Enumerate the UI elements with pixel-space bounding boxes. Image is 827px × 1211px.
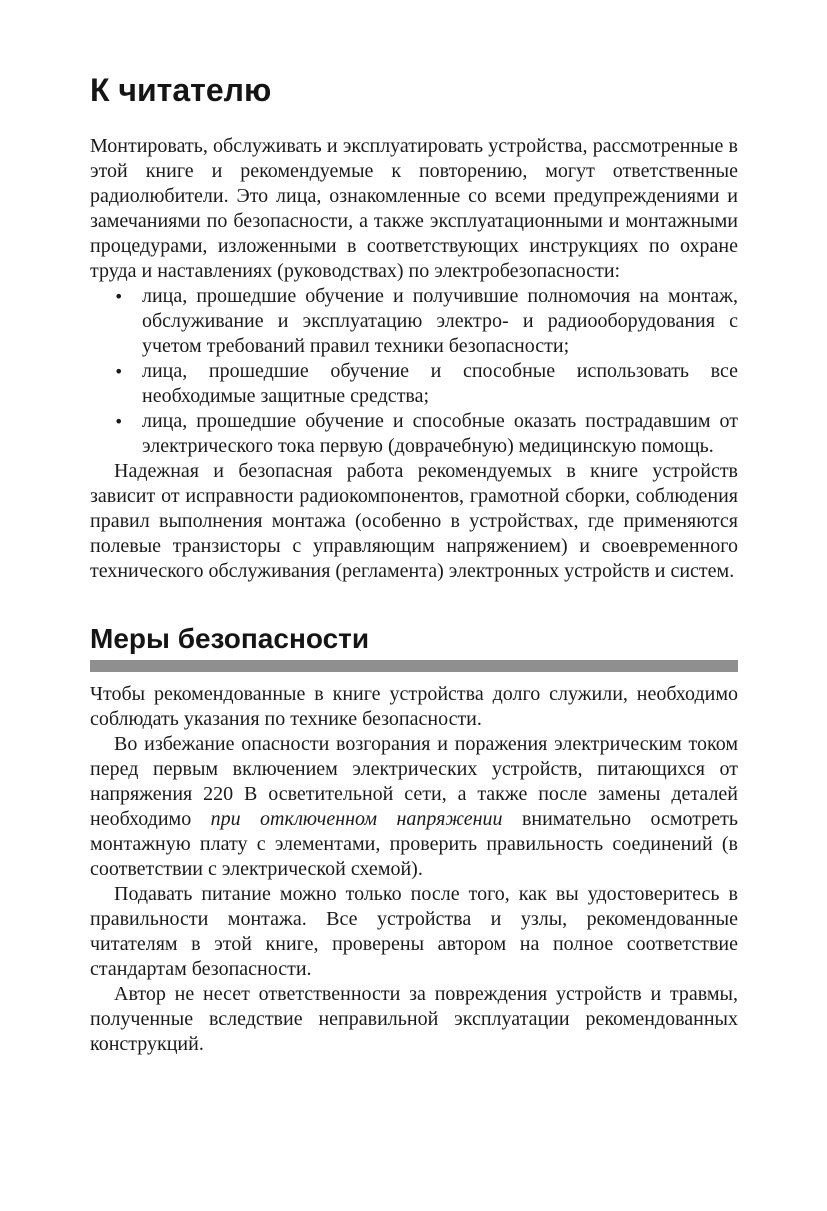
safety-paragraph-4: Автор не несет ответственности за повреждения устройств и травмы, полученные вследствие неправильной эксплуатации рекомендованных конструкций. xyxy=(90,983,738,1055)
requirements-list xyxy=(90,284,738,459)
book-page xyxy=(90,70,738,1057)
list-item-text: лица, прошедшие обучение и способные оказать пострадавшим от электрического тока первую (доврачебную) медицинскую помощь. xyxy=(142,410,738,457)
safety-paragraph-2-start: Во избежание опасности возгорания и поражения электрическим током перед первым включением электрических устройств, питающихся от напряжения 220 В осветительной сети, а также после замены деталей необходимо xyxy=(90,733,738,830)
section-divider xyxy=(90,660,738,672)
closing-paragraph: Надежная и безопасная работа рекомендуемых в книге устройств зависит от исправности радиокомпонентов, грамотной сборки, соблюдения правил выполнения монтажа (особенно в устройствах, где применяются полевые транзисторы с управляющим напряжением) и своевременного технического обслуживания (регламента) электронных устройств и систем. xyxy=(90,460,738,582)
list-item xyxy=(114,284,738,359)
safety-paragraph-3: Подавать питание можно только после того, как вы удостоверитесь в правильности монтажа. Все устройства и узлы, рекомендованные читателям в этой книге, проверены автором на полное соответствие стандартам безопасности. xyxy=(90,883,738,980)
bullet-icon: • xyxy=(114,412,124,431)
section-title-safety: Меры безопасности xyxy=(90,623,370,654)
list-item-text: лица, прошедшие обучение и способные использовать все необходимые защитные средства; xyxy=(142,360,738,407)
safety-paragraph-1: Чтобы рекомендованные в книге устройства долго служили, необходимо соблюдать указания по технике безопасности. xyxy=(90,683,738,730)
section-title-reader: К читателю xyxy=(90,72,272,108)
safety-paragraph-2-end: внимательно осмотреть монтажную плату с элементами, проверить правильность соединений (в соответствии с электрической схемой). xyxy=(90,808,738,880)
emphasis-text: при отключенном напряжении xyxy=(210,808,503,830)
intro-paragraph: Монтировать, обслуживать и эксплуатировать устройства, рассмотренные в этой книге и рекомендуемые к повторению, могут ответственные радиолюбители. Это лица, ознакомленные со всеми предупреждениями и замечаниями по безопасности, а также эксплуатационными и монтажными процедурами, изложенными в соответствующих инструкциях по охране труда и наставлениях (руководствах) по электробезопасности: xyxy=(90,135,738,282)
list-item xyxy=(114,409,738,459)
bullet-icon: • xyxy=(114,287,124,306)
safety-paragraph-2 xyxy=(90,732,738,882)
list-item-text: лица, прошедшие обучение и получившие полномочия на монтаж, обслуживание и эксплуатацию электро- и радиооборудования с учетом требований правил техники безопасности; xyxy=(142,285,738,357)
bullet-icon: • xyxy=(114,362,124,381)
list-item xyxy=(114,359,738,409)
